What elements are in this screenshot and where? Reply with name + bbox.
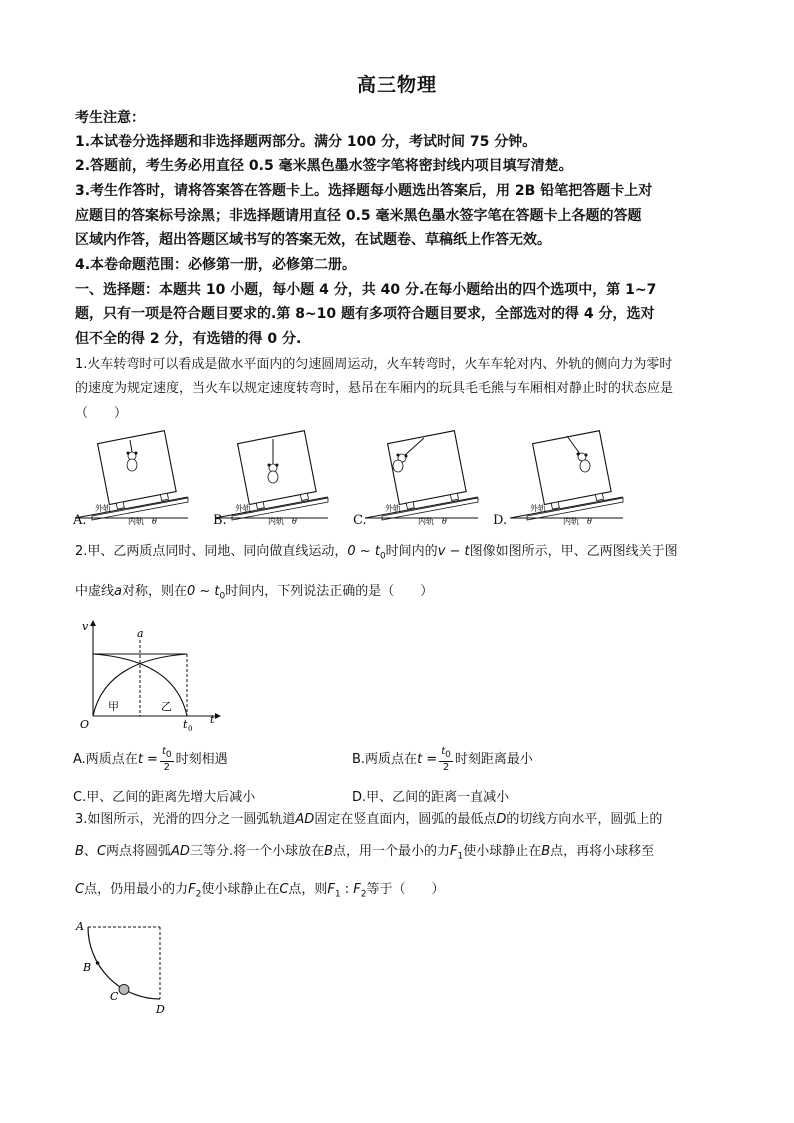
- q1b-inner-label: 内轨: [268, 517, 284, 526]
- q3-l2-b3: B: [541, 844, 551, 859]
- q2-l2-var: a: [114, 584, 122, 599]
- q1-option-c[interactable]: C.: [353, 513, 367, 528]
- notice-item-2: 2.答题前，考生务必用直径 0.5 毫米黑色墨水签字笔将密封线内项目填写清楚。: [75, 158, 573, 174]
- q3-l3-ratio2-sub: 2: [360, 889, 367, 900]
- q2a-num: t: [161, 746, 166, 757]
- q1c-outer-label: 外轨: [385, 504, 401, 513]
- q3-l1-ad: AD: [295, 812, 315, 827]
- q2-l1-b: 时间内的: [385, 544, 438, 559]
- q2-l2-range: 0 ~ t: [187, 584, 220, 599]
- q3-arc-figure: [70, 918, 180, 1018]
- q2b-pre: B.两质点在: [352, 752, 418, 767]
- q3-l3-ratio2: F: [353, 882, 361, 897]
- q2b-den: 2: [442, 762, 450, 773]
- notice-item-3: 3.考生作答时，请将答案答在答题卡上。选择题每小题选出答案后，用 2B 铅笔把答题卡上对: [75, 183, 653, 199]
- q3-l3-d: 等于（ ）: [366, 882, 445, 897]
- q1c-theta: θ: [442, 517, 447, 526]
- q2-option-a[interactable]: [73, 746, 228, 773]
- q3-line-1: [75, 808, 725, 832]
- q2-vt-graph: [75, 616, 225, 736]
- q2-option-d[interactable]: D.甲、乙间的距离一直减小: [352, 790, 510, 805]
- q1-figure-a: [75, 431, 188, 526]
- q2b-post: 时刻距离最小: [454, 752, 533, 767]
- q3-l3-c-text: 点，则: [288, 882, 328, 897]
- q2a-pre: A.两质点在: [73, 752, 138, 767]
- q3-l3-a: 点，仍用最小的力: [84, 882, 189, 897]
- q3-label-a: A: [76, 920, 84, 933]
- q3-l3-colon: :: [340, 882, 354, 897]
- q1-option-a[interactable]: A.: [73, 513, 87, 528]
- q3-line-3: [75, 878, 725, 907]
- q3-l2-b2: B: [324, 844, 333, 859]
- q3-l2-d-text: 点，用一个最小的力: [333, 844, 451, 859]
- q1c-inner-label: 内轨: [418, 517, 434, 526]
- q2-axis-v: v: [82, 620, 89, 633]
- q3-l1-d: D: [496, 812, 507, 827]
- q3-l2-b: B: [75, 844, 84, 859]
- q2b-num: t: [441, 746, 446, 757]
- q2-l2-c: 时间内，下列说法正确的是（ ）: [225, 584, 434, 599]
- q3-l3-c: C: [75, 882, 85, 897]
- q2-axis-t: t: [210, 713, 215, 726]
- q1-line-3: （ ）: [75, 406, 128, 421]
- q2-l2-b: 对称，则在: [121, 584, 187, 599]
- q2-origin: O: [80, 718, 90, 731]
- q2b-num-sub: 0: [445, 750, 451, 760]
- q1d-outer-label: 外轨: [530, 504, 546, 513]
- q2b-eq: t =: [417, 752, 438, 767]
- q2-axis-a: a: [137, 627, 144, 640]
- section-heading-3: 但不全的得 2 分，有选错的得 0 分.: [75, 331, 302, 347]
- q3-l3-f-sub: 2: [195, 889, 202, 900]
- q3-l3-ratio1: F: [327, 882, 335, 897]
- q1-figures: [70, 428, 730, 533]
- q3-l2-f: F: [450, 844, 458, 859]
- q2-l1-sub: 0: [379, 551, 386, 562]
- q2-option-b[interactable]: [352, 746, 533, 773]
- q3-line-2: [75, 840, 725, 869]
- q3-l2-ad: AD: [171, 844, 190, 859]
- q1d-theta: θ: [587, 517, 592, 526]
- q2-line-2: [75, 580, 725, 609]
- q3-l2-f-text: 点，再将小球移至: [550, 844, 655, 859]
- q2-option-c[interactable]: C.甲、乙间的距离先增大后减小: [73, 790, 256, 805]
- q2-label-yi: 乙: [161, 700, 172, 713]
- q2a-frac: [160, 746, 174, 773]
- section-heading-2: 题，只有一项是符合题目要求的.第 8~10 题有多项符合题目要求，全部选对的得 4 分，选对: [75, 306, 655, 322]
- q2-l1-range: 0 ~ t: [347, 544, 380, 559]
- notice-item-1: 1.本试卷分选择题和非选择题两部分。满分 100 分，考试时间 75 分钟。: [75, 134, 537, 150]
- q2-t0: t: [183, 718, 188, 731]
- q2-line-1: [75, 540, 725, 569]
- q3-label-c: C: [110, 990, 119, 1003]
- q1a-outer-label: 外轨: [95, 504, 111, 513]
- q3-l3-c2: C: [279, 882, 289, 897]
- q3-l2-f-sub: 1: [457, 851, 464, 862]
- notice-item-3-cont2: 区域内作答，超出答题区域书写的答案无效，在试题卷、草稿纸上作答无效。: [75, 232, 551, 248]
- q2a-post: 时刻相遇: [175, 752, 228, 767]
- q1b-outer-label: 外轨: [235, 504, 251, 513]
- q3-l1-c: 的切线方向水平，圆弧上的: [506, 812, 663, 827]
- notice-item-3-cont: 应题目的答案标号涂黑；非选择题请用直径 0.5 毫米黑色墨水签字笔在答题卡上各题的答题: [75, 208, 642, 224]
- q3-l2-a: 、: [83, 844, 97, 859]
- q3-l2-b-text: 两点将圆弧: [106, 844, 172, 859]
- q1-figure-c: [365, 431, 478, 526]
- q3-l3-ratio1-sub: 1: [334, 889, 341, 900]
- q2a-den: 2: [163, 762, 170, 773]
- page-title: 高三物理: [356, 74, 437, 96]
- q2-l2-sub: 0: [219, 591, 226, 602]
- q1-line-1: 1.火车转弯时可以看成是做水平面内的匀速圆周运动，火车转弯时，火车车轮对内、外轨的侧向力为零时: [75, 357, 673, 372]
- q3-l2-c: C: [96, 844, 107, 859]
- q2-l1-a: 2.甲、乙两质点同时、同地、同向做直线运动，: [75, 544, 348, 559]
- q3-l3-f: F: [188, 882, 196, 897]
- q2-l2-a: 中虚线: [75, 584, 115, 599]
- notice-item-4: 4.本卷命题范围：必修第一册，必修第二册。: [75, 257, 357, 273]
- q1-figure-d: [510, 431, 623, 526]
- q3-label-b: B: [83, 961, 92, 974]
- q2-label-jia: 甲: [108, 700, 119, 713]
- q2-t0-sub: 0: [188, 725, 193, 733]
- q3-l1-b: 固定在竖直面内，圆弧的最低点: [314, 812, 497, 827]
- q1a-theta: θ: [152, 517, 157, 526]
- q1-option-b[interactable]: B.: [213, 513, 227, 528]
- q2-l1-vt: v − t: [437, 544, 470, 559]
- q3-l2-e-text: 使小球静止在: [463, 844, 542, 859]
- q1-line-2: 的速度为规定速度，当火车以规定速度转弯时，悬吊在车厢内的玩具毛毛熊与车厢相对静止时的状态应是: [75, 381, 674, 396]
- q2b-frac: [439, 746, 453, 773]
- section-heading-1: 一、选择题：本题共 10 小题，每小题 4 分，共 40 分.在每小题给出的四个选项中，第 1~7: [75, 282, 657, 298]
- q1d-inner-label: 内轨: [563, 517, 579, 526]
- q3-label-d: D: [156, 1003, 165, 1016]
- q2-l1-c: 图像如图所示，甲、乙两图线关于图: [469, 544, 678, 559]
- q2a-num-sub: 0: [165, 750, 172, 760]
- q1-figure-b: [215, 431, 328, 526]
- q3-l2-c-text: 三等分.将一个小球放在: [189, 844, 325, 859]
- q1-option-d[interactable]: D.: [493, 513, 508, 528]
- q1b-theta: θ: [292, 517, 297, 526]
- q3-l1-a: 3.如图所示，光滑的四分之一圆弧轨道: [75, 812, 296, 827]
- q1a-inner-label: 内轨: [128, 517, 144, 526]
- q2a-eq: t =: [137, 752, 158, 767]
- q3-l3-b: 使小球静止在: [201, 882, 280, 897]
- notice-heading: 考生注意：: [75, 110, 145, 126]
